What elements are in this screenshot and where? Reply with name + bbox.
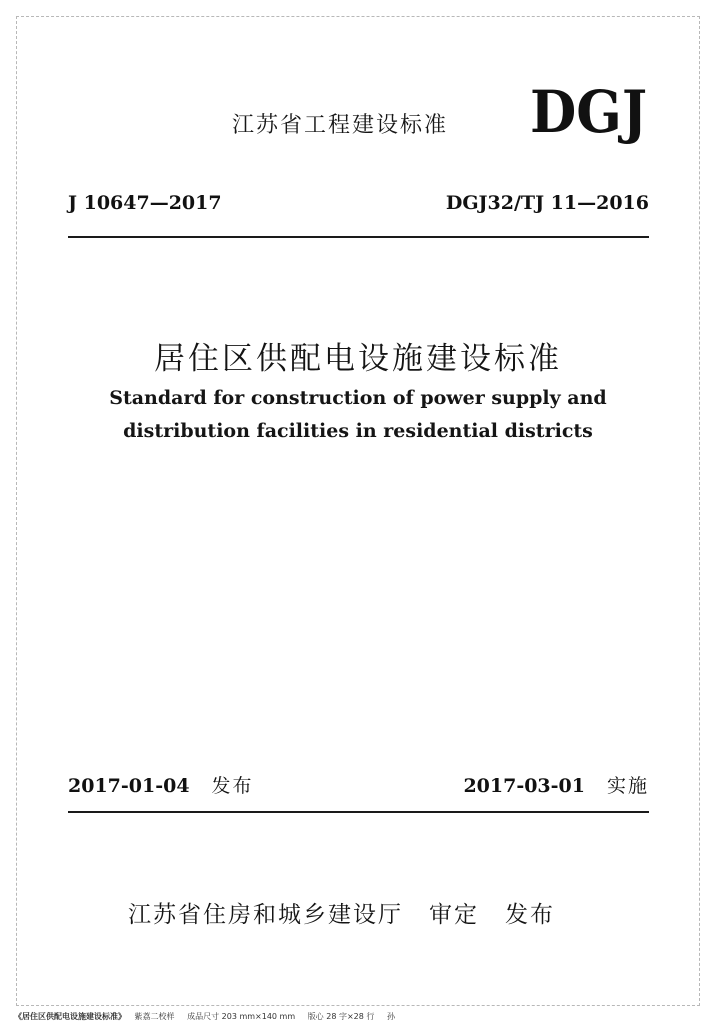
bottom-divider [68,811,649,813]
print-note-size: 成品尺寸 203 mm×140 mm [187,1012,296,1021]
issuer-department: 江苏省住房和城乡建设厅 [128,902,403,928]
issue-date-block [68,771,254,798]
issue-label: 发布 [211,775,254,797]
print-note-mark: 孙 [386,1012,395,1021]
standard-number: DGJ32/TJ 11—2016 [445,192,649,214]
print-note-title: 《居住区供配电设施建设标准》 [14,1012,126,1021]
top-divider [68,236,649,238]
print-note-layout: 版心 28 字×28 行 [307,1012,375,1021]
print-note-proof: 紫荔二校样 [134,1012,175,1021]
issue-date: 2017-01-04 [68,775,190,797]
issuer-line [128,896,555,929]
effective-date-block [463,771,649,798]
page-border [16,16,700,1006]
effective-label: 实施 [606,775,649,797]
issuer-publish: 发布 [505,902,555,928]
dgj-logo: DGJ [530,78,648,146]
issuing-authority-header: 江苏省工程建设标准 [232,113,449,138]
title-english-line-1: Standard for construction of power supply and [109,387,607,409]
record-number: J 10647—2017 [68,192,222,214]
title-english-line-2: distribution facilities in residential districts [123,420,593,442]
effective-date: 2017-03-01 [463,775,585,797]
title-chinese: 居住区供配电设施建设标准 [154,341,562,377]
print-note [14,1011,405,1022]
issuer-approve: 审定 [429,902,479,928]
